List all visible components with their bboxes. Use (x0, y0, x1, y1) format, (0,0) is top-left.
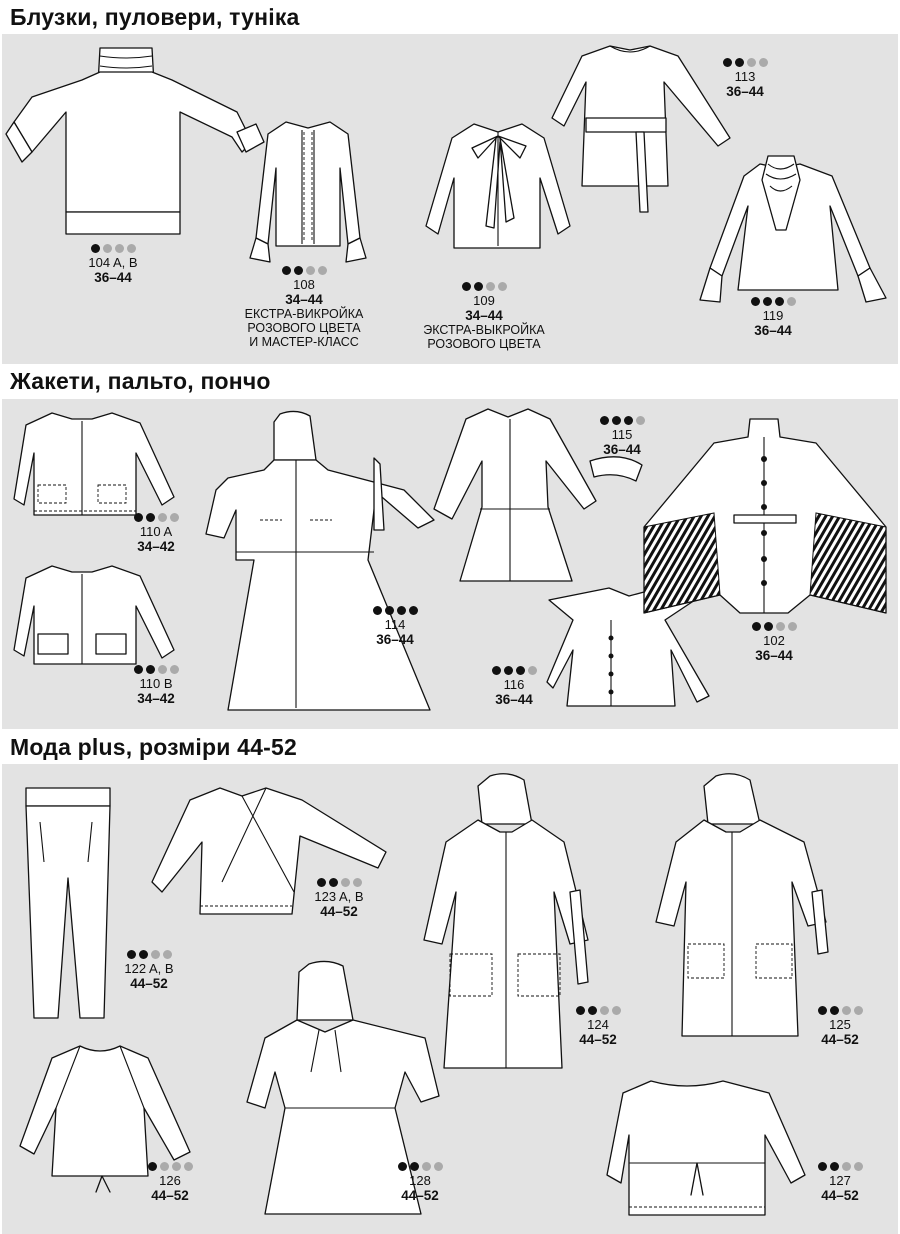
difficulty-dots (728, 297, 818, 306)
model-number: 104 A, B (88, 255, 138, 270)
model-number: 116 (503, 677, 525, 692)
size-range: 34–42 (137, 691, 175, 706)
difficulty-dots (800, 1162, 880, 1171)
section-title-jackets: Жакети, пальто, пончо (10, 368, 271, 394)
note-line: РОЗОВОГО ЦВЕТА (247, 321, 361, 335)
note-line: РОЗОВОГО ЦВЕТА (427, 337, 541, 351)
size-range: 36–44 (755, 648, 793, 663)
item-119 (728, 297, 818, 338)
size-range: 36–44 (376, 632, 414, 647)
model-number: 115 (611, 427, 633, 442)
difficulty-dots (234, 266, 374, 275)
size-range: 44–52 (821, 1032, 859, 1047)
item-127 (800, 1162, 880, 1203)
size-range: 36–44 (726, 84, 764, 99)
model-number: 109 (473, 293, 495, 308)
difficulty-dots (355, 606, 435, 615)
item-122 (106, 950, 192, 991)
item-110b (116, 665, 196, 706)
model-number: 125 (829, 1017, 851, 1032)
difficulty-dots (68, 244, 158, 253)
sketch-110b-jacket (12, 560, 177, 668)
size-range: 36–44 (603, 442, 641, 457)
size-range: 44–52 (579, 1032, 617, 1047)
difficulty-dots (296, 878, 382, 887)
item-102 (734, 622, 814, 663)
size-range: 36–44 (94, 270, 132, 285)
sketch-122-trousers (18, 782, 113, 1022)
sketch-127-peplum-top (605, 1075, 810, 1223)
size-range: 34–42 (137, 539, 175, 554)
model-number: 126 (159, 1173, 181, 1188)
model-number: 113 (734, 69, 756, 84)
model-number: 127 (829, 1173, 851, 1188)
model-number: 123 A, B (314, 889, 364, 904)
section-title-blouses: Блузки, пуловери, туніка (10, 4, 300, 30)
difficulty-dots (380, 1162, 460, 1171)
difficulty-dots (414, 282, 554, 291)
size-range: 44–52 (320, 904, 358, 919)
size-range: 34–44 (465, 308, 503, 323)
size-range: 44–52 (151, 1188, 189, 1203)
item-113 (700, 58, 790, 99)
difficulty-dots (474, 666, 554, 675)
difficulty-dots (130, 1162, 210, 1171)
sketch-114-hooded-coat (198, 410, 438, 720)
sketch-104-turtleneck (12, 42, 267, 237)
sketch-110a-jacket (12, 407, 177, 522)
item-124 (558, 1006, 638, 1047)
difficulty-dots (116, 513, 196, 522)
item-110a (116, 513, 196, 554)
sketch-102-poncho (640, 415, 890, 617)
difficulty-dots (734, 622, 814, 631)
size-range: 36–44 (754, 323, 792, 338)
difficulty-dots (116, 665, 196, 674)
model-number: 124 (587, 1017, 609, 1032)
size-range: 36–44 (495, 692, 533, 707)
model-number: 102 (763, 633, 785, 648)
model-number: 110 A (139, 524, 173, 539)
item-108 (234, 266, 374, 349)
item-109 (414, 282, 554, 351)
note-line: ЕКСТРА-ВИКРОЙКА (244, 307, 364, 321)
model-number: 114 (384, 617, 406, 632)
size-range: 44–52 (401, 1188, 439, 1203)
sketch-125-short-coat (652, 772, 892, 1042)
difficulty-dots (106, 950, 192, 959)
model-number: 122 A, B (124, 961, 174, 976)
model-number: 108 (293, 277, 315, 292)
difficulty-dots (700, 58, 790, 67)
item-126 (130, 1162, 210, 1203)
size-range: 44–52 (130, 976, 168, 991)
item-128 (380, 1162, 460, 1203)
size-range: 34–44 (285, 292, 323, 307)
section-title-plus: Мода plus, розміри 44-52 (10, 734, 298, 760)
item-116 (474, 666, 554, 707)
difficulty-dots (800, 1006, 880, 1015)
size-range: 44–52 (821, 1188, 859, 1203)
note-line: ЭКСТРА-ВЫКРОЙКА (423, 323, 545, 337)
item-104 (68, 244, 158, 285)
item-125 (800, 1006, 880, 1047)
model-number: 110 B (139, 676, 173, 691)
model-number: 128 (409, 1173, 431, 1188)
sketch-119-ruffle-neck-blouse (698, 150, 888, 305)
item-123 (296, 878, 382, 919)
note-line: И МАСТЕР-КЛАСС (249, 335, 359, 349)
model-number: 119 (762, 308, 784, 323)
difficulty-dots (558, 1006, 638, 1015)
difficulty-dots (582, 416, 662, 425)
sketch-108-ruffle-blouse (248, 118, 368, 266)
item-114 (355, 606, 435, 647)
item-115 (582, 416, 662, 457)
